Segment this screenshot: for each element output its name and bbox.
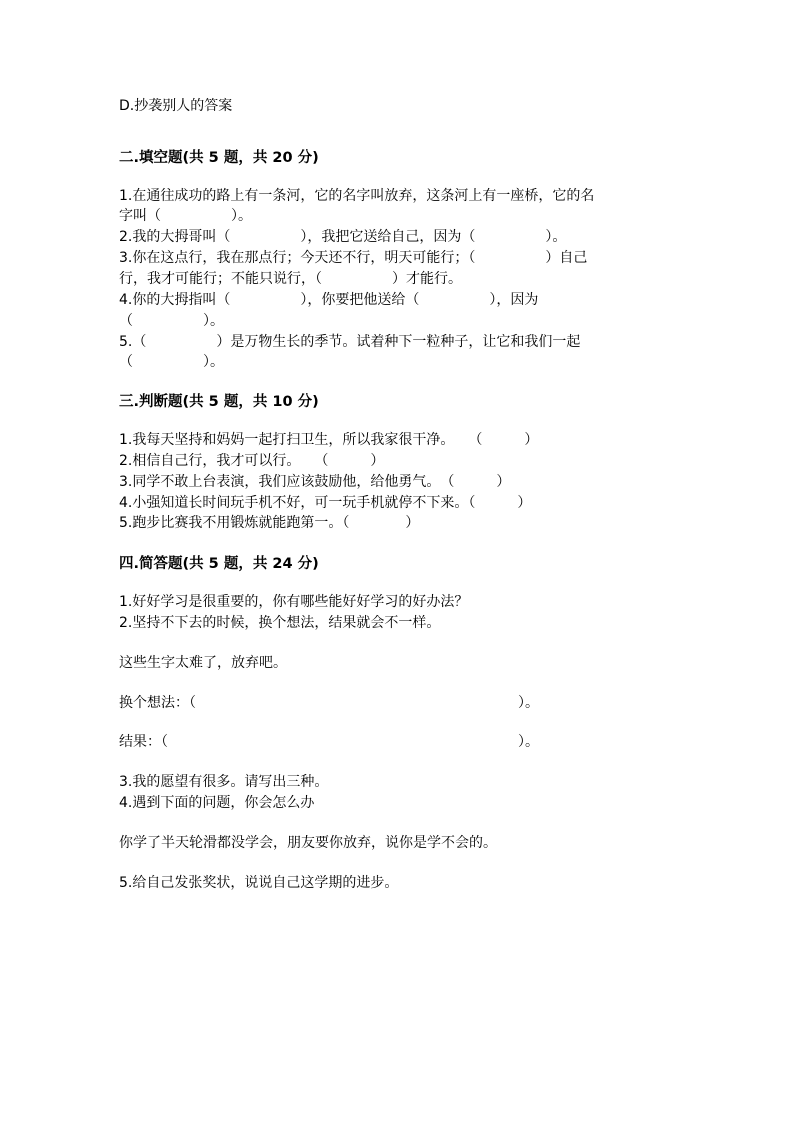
short-q2-result: 结果：（ ）。 [119, 734, 539, 750]
fill-q4-line2: （ ）。 [119, 313, 224, 329]
short-q5: 5.给自己发张奖状，说说自己这学期的进步。 [119, 875, 399, 891]
fill-q4-line1: 4.你的大拇指叫（ ），你要把他送给（ ），因为 [119, 292, 539, 308]
fill-q1-line1: 1.在通往成功的路上有一条河，它的名字叫放弃，这条河上有一座桥，它的名 [119, 188, 595, 204]
judge-q2: 2.相信自己行，我才可以行。 （ ） [119, 453, 385, 469]
fill-q1-line2: 字叫（ ）。 [119, 208, 252, 224]
judge-q1: 1.我每天坚持和妈妈一起打扫卫生，所以我家很干净。 （ ） [119, 432, 539, 448]
short-q4-prompt: 你学了半天轮滑都没学会，朋友要你放弃，说你是学不会的。 [119, 835, 497, 851]
section3-heading: 三.判断题(共 5 题，共 10 分) [119, 394, 319, 410]
judge-q5: 5.跑步比赛我不用锻炼就能跑第一。（ ） [119, 515, 420, 531]
judge-q4: 4.小强知道长时间玩手机不好，可一玩手机就停不下来。（ ） [119, 495, 532, 511]
fill-q2: 2.我的大拇哥叫（ ），我把它送给自己，因为（ ）。 [119, 229, 567, 245]
short-q2-prompt: 这些生字太难了，放弃吧。 [119, 655, 287, 671]
option-d: D.抄袭别人的答案 [119, 98, 233, 114]
section2-heading: 二.填空题(共 5 题，共 20 分) [119, 150, 319, 166]
short-q3: 3.我的愿望有很多。请写出三种。 [119, 774, 329, 790]
short-q4: 4.遇到下面的问题，你会怎么办 [119, 795, 315, 811]
section4-heading: 四.简答题(共 5 题，共 24 分) [119, 556, 319, 572]
short-q2: 2.坚持不下去的时候，换个想法，结果就会不一样。 [119, 615, 441, 631]
fill-q5-line1: 5.（ ）是万物生长的季节。试着种下一粒种子，让它和我们一起 [119, 334, 581, 350]
short-q2-think: 换个想法：（ ）。 [119, 695, 539, 711]
fill-q3-line1: 3.你在这点行，我在那点行；今天还不行，明天可能行；（ ）自己 [119, 250, 588, 266]
judge-q3: 3.同学不敢上台表演，我们应该鼓励他，给他勇气。 （ ） [119, 474, 511, 490]
fill-q3-line2: 行，我才可能行；不能只说行，（ ）才能行。 [119, 271, 462, 287]
fill-q5-line2: （ ）。 [119, 354, 224, 370]
short-q1: 1.好好学习是很重要的，你有哪些能好好学习的好办法？ [119, 594, 469, 610]
